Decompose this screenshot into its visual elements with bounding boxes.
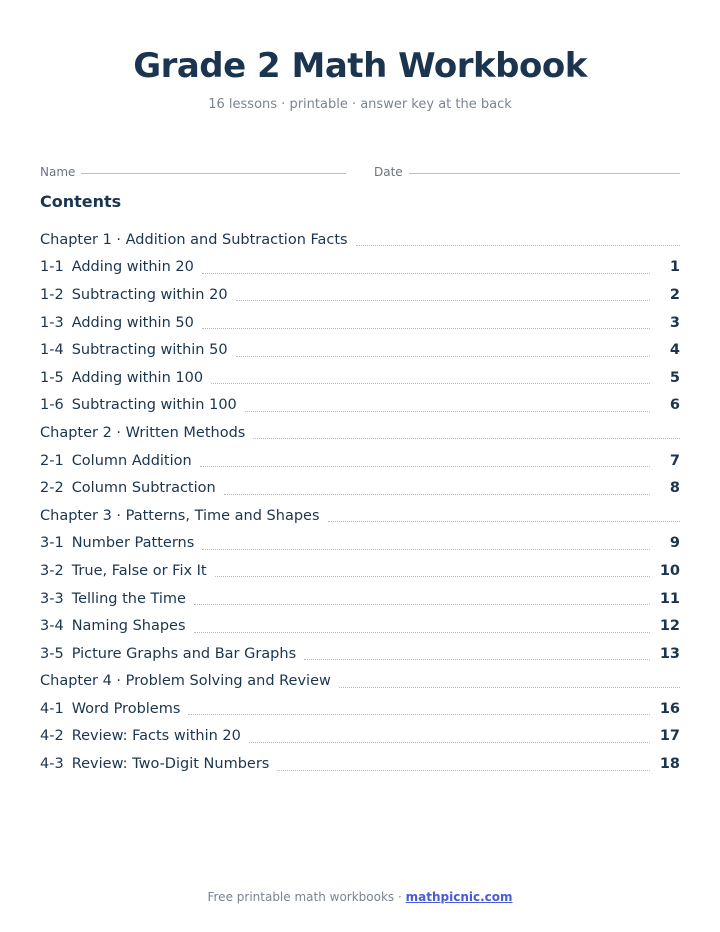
lesson-title	[40, 591, 186, 607]
lesson-code: 2-1	[40, 452, 64, 469]
toc-lesson-row	[40, 281, 680, 309]
toc-lesson-row	[40, 557, 680, 585]
lesson-code: 1-3	[40, 314, 64, 331]
lesson-title-text: True, False or Fix It	[71, 562, 207, 579]
lesson-code: 1-6	[40, 397, 64, 414]
toc-lesson-row	[40, 723, 680, 751]
lesson-title-text: Word Problems	[71, 700, 181, 717]
lesson-title	[40, 535, 194, 551]
lesson-title-text: Subtracting within 100	[71, 397, 237, 414]
lesson-title-text: Number Patterns	[71, 535, 195, 552]
page-number: 12	[659, 618, 680, 635]
lesson-title-text: Picture Graphs and Bar Graphs	[71, 645, 297, 662]
lesson-code: 3-3	[40, 590, 64, 607]
dot-leader	[249, 742, 650, 743]
table-of-contents	[40, 226, 680, 778]
lesson-code: 3-2	[40, 562, 64, 579]
dot-leader	[200, 466, 650, 467]
page-number: 16	[659, 700, 680, 717]
chapter-title: Chapter 1 · Addition and Subtraction Facts	[40, 231, 348, 248]
dot-leader	[236, 356, 650, 357]
lesson-title	[40, 370, 203, 386]
toc-chapter-row	[40, 226, 680, 254]
toc-chapter-row	[40, 668, 680, 696]
page-number: 4	[669, 342, 680, 359]
page-number: 7	[669, 452, 680, 469]
lesson-title-text: Adding within 100	[71, 369, 204, 386]
toc-lesson-row	[40, 530, 680, 558]
lesson-title-text: Naming Shapes	[71, 618, 186, 635]
footer-text: Free printable math workbooks ·	[207, 890, 406, 904]
lesson-title-text: Adding within 50	[71, 314, 194, 331]
lesson-title-text: Adding within 20	[71, 259, 194, 276]
page-number: 18	[659, 756, 680, 773]
name-line	[81, 173, 346, 174]
toc-lesson-row	[40, 585, 680, 613]
page-number: 6	[669, 397, 680, 414]
toc-lesson-row	[40, 474, 680, 502]
toc-lesson-row	[40, 695, 680, 723]
dot-leader	[202, 273, 650, 274]
lesson-title-text: Telling the Time	[71, 590, 186, 607]
dot-leader	[224, 494, 650, 495]
name-field	[40, 165, 346, 179]
lesson-title-text: Subtracting within 50	[71, 342, 228, 359]
chapter-title: Chapter 2 · Written Methods	[40, 424, 246, 441]
lesson-code: 3-1	[40, 535, 64, 552]
toc-lesson-row	[40, 336, 680, 364]
page-number: 11	[659, 590, 680, 607]
toc-lesson-row	[40, 254, 680, 282]
page-number: 8	[669, 480, 680, 497]
toc-lesson-row	[40, 364, 680, 392]
page-title: Grade 2 Math Workbook	[133, 46, 587, 86]
page-number: 10	[659, 562, 680, 579]
lesson-code: 4-2	[40, 728, 64, 745]
lesson-code: 4-1	[40, 700, 64, 717]
lesson-title	[40, 397, 237, 413]
lesson-code: 2-2	[40, 480, 64, 497]
dot-leader	[245, 411, 650, 412]
dot-leader	[236, 300, 650, 301]
chapter-title: Chapter 3 · Patterns, Time and Shapes	[40, 507, 320, 524]
lesson-title	[40, 618, 186, 634]
lesson-title	[40, 480, 216, 496]
lesson-code: 4-3	[40, 756, 64, 773]
lesson-title	[40, 259, 194, 275]
date-field	[374, 165, 680, 179]
page-number: 13	[659, 645, 680, 662]
dot-leader	[202, 549, 650, 550]
dot-leader	[277, 770, 650, 771]
dot-leader	[211, 383, 650, 384]
lesson-title	[40, 287, 228, 303]
dot-leader	[328, 521, 680, 522]
name-label: Name	[40, 165, 76, 179]
lesson-title	[40, 728, 241, 744]
dot-leader	[304, 659, 650, 660]
toc-lesson-row	[40, 447, 680, 475]
date-line	[409, 173, 680, 174]
contents-heading: Contents	[40, 192, 122, 211]
lesson-title	[40, 315, 194, 331]
lesson-title-text: Column Addition	[71, 452, 192, 469]
page-number: 3	[669, 314, 680, 331]
toc-lesson-row	[40, 392, 680, 420]
page-number: 17	[659, 728, 680, 745]
dot-leader	[339, 687, 680, 688]
lesson-title-text: Column Subtraction	[71, 480, 216, 497]
page-number: 1	[669, 259, 680, 276]
name-date-fields	[40, 163, 680, 179]
toc-lesson-row	[40, 750, 680, 778]
dot-leader	[194, 632, 650, 633]
lesson-code: 1-4	[40, 342, 64, 359]
lesson-code: 1-2	[40, 286, 64, 303]
lesson-code: 1-5	[40, 369, 64, 386]
lesson-code: 3-5	[40, 645, 64, 662]
lesson-title	[40, 563, 207, 579]
lesson-code: 3-4	[40, 618, 64, 635]
toc-lesson-row	[40, 309, 680, 337]
toc-lesson-row	[40, 612, 680, 640]
lesson-title	[40, 701, 180, 717]
dot-leader	[253, 438, 680, 439]
lesson-title-text: Subtracting within 20	[71, 286, 228, 303]
lesson-title	[40, 756, 269, 772]
lesson-title-text: Review: Two-Digit Numbers	[71, 756, 270, 773]
dot-leader	[202, 328, 650, 329]
date-label: Date	[374, 165, 403, 179]
page-number: 2	[669, 286, 680, 303]
lesson-title	[40, 342, 228, 358]
toc-chapter-row	[40, 502, 680, 530]
toc-chapter-row	[40, 419, 680, 447]
chapter-title: Chapter 4 · Problem Solving and Review	[40, 673, 331, 690]
dot-leader	[215, 576, 650, 577]
dot-leader	[356, 245, 680, 246]
footer-link[interactable]: mathpicnic.com	[405, 890, 513, 904]
footer	[0, 890, 720, 904]
lesson-title	[40, 646, 296, 662]
page-number: 5	[669, 369, 680, 386]
dot-leader	[194, 604, 650, 605]
lesson-code: 1-1	[40, 259, 64, 276]
page-number: 9	[669, 535, 680, 552]
lesson-title	[40, 453, 192, 469]
dot-leader	[188, 714, 650, 715]
page-subtitle: 16 lessons · printable · answer key at the back	[208, 97, 512, 112]
lesson-title-text: Review: Facts within 20	[71, 728, 241, 745]
toc-lesson-row	[40, 640, 680, 668]
